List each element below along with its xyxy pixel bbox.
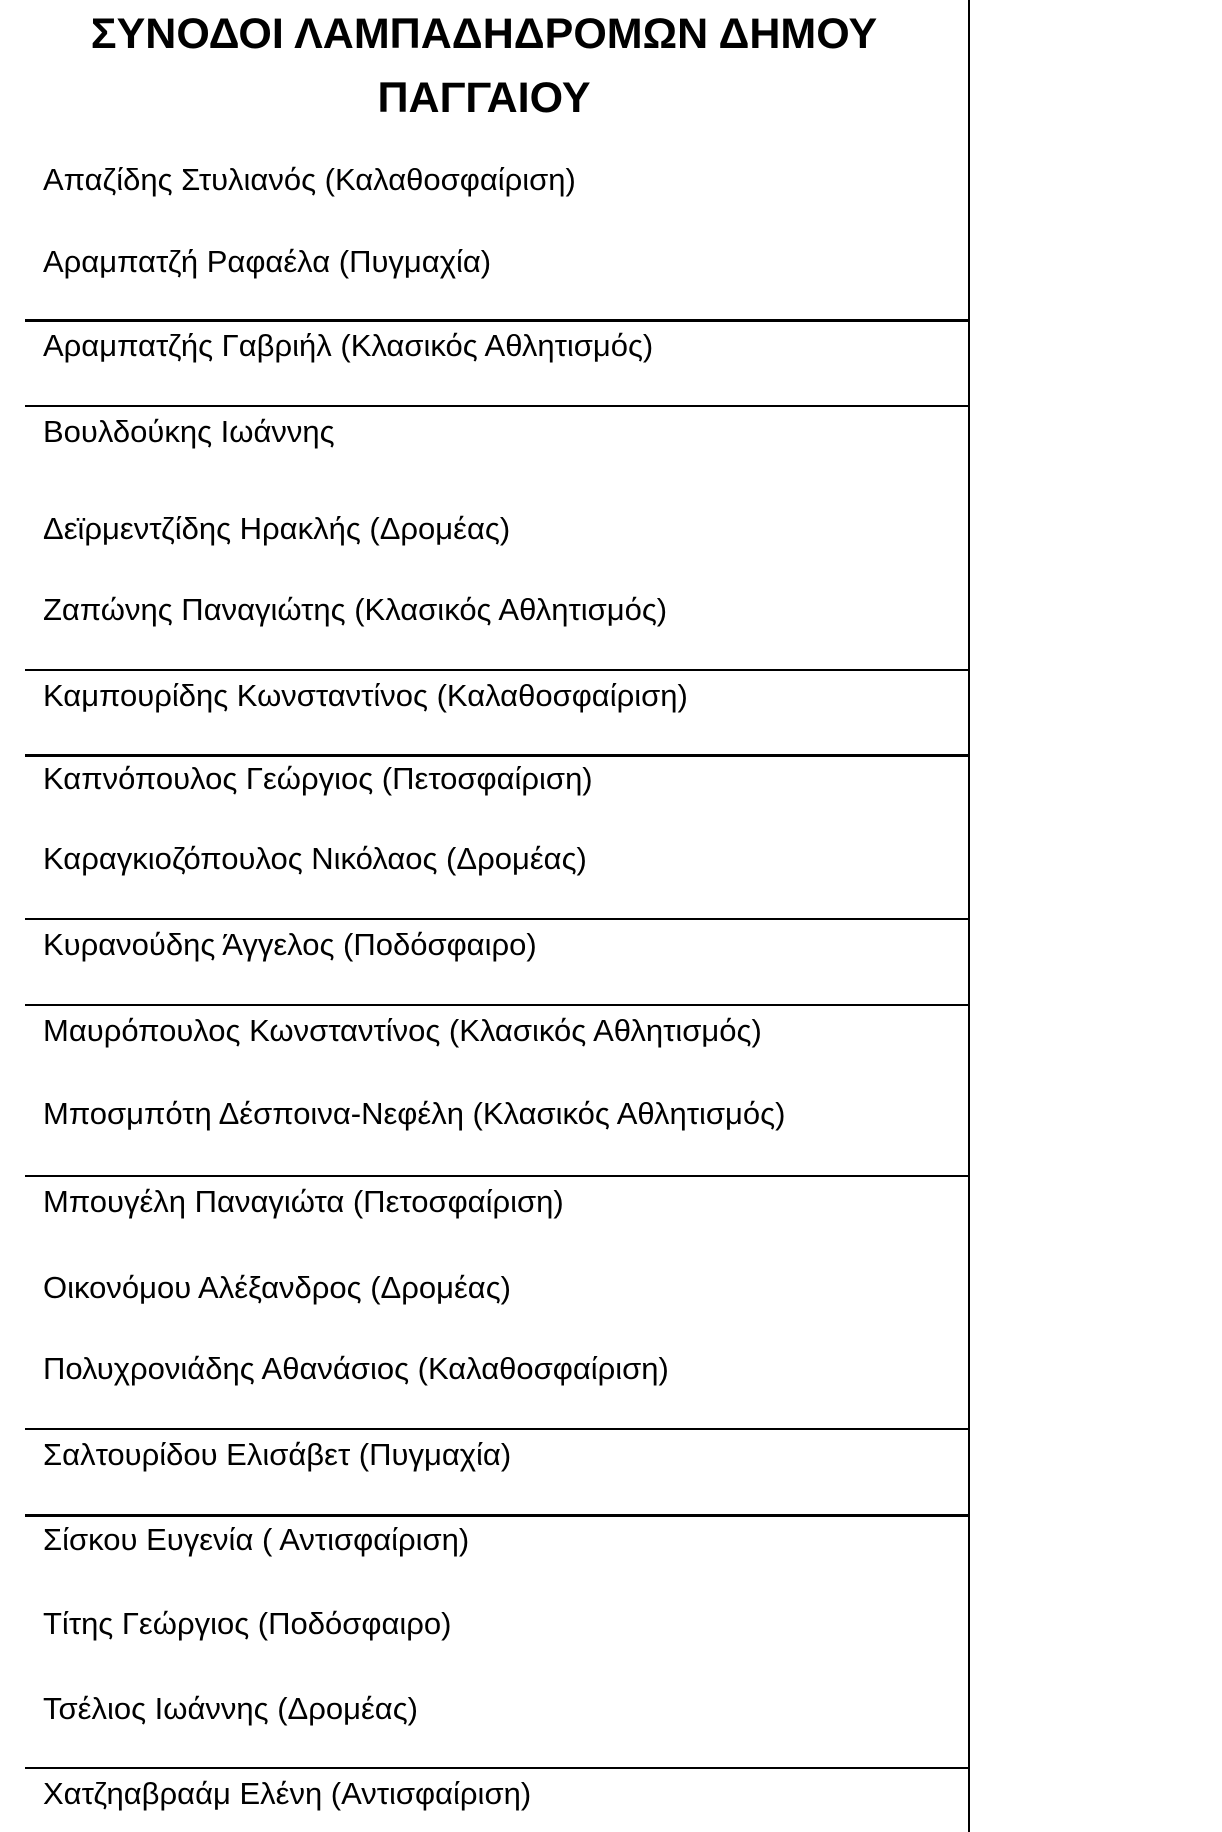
list-item: Τίτης Γεώργιος (Ποδόσφαιρο) bbox=[43, 1606, 452, 1641]
list-item: Δεϊρμεντζίδης Ηρακλής (Δρομέας) bbox=[43, 511, 511, 546]
document-title-line-1: ΣΥΝΟΔΟΙ ΛΑΜΠΑΔΗΔΡΟΜΩΝ ΔΗΜΟΥ bbox=[90, 10, 878, 58]
list-item: Απαζίδης Στυλιανός (Καλαθοσφαίριση) bbox=[43, 162, 576, 197]
list-item: Χατζηαβραάμ Ελένη (Αντισφαίριση) bbox=[43, 1776, 532, 1811]
row-separator bbox=[25, 1428, 970, 1430]
list-item: Μαυρόπουλος Κωνσταντίνος (Κλασικός Αθλητισμός) bbox=[43, 1013, 762, 1048]
list-item: Σίσκου Ευγενία ( Αντισφαίριση) bbox=[43, 1522, 470, 1557]
list-item: Βουλδούκης Ιωάννης bbox=[43, 414, 335, 449]
list-item: Πολυχρονιάδης Αθανάσιος (Καλαθοσφαίριση) bbox=[43, 1351, 669, 1386]
list-item: Καπνόπουλος Γεώργιος (Πετοσφαίριση) bbox=[43, 761, 593, 796]
list-item: Ζαπώνης Παναγιώτης (Κλασικός Αθλητισμός) bbox=[43, 592, 668, 627]
row-separator bbox=[25, 1514, 970, 1517]
list-item: Σαλτουρίδου Ελισάβετ (Πυγμαχία) bbox=[43, 1437, 512, 1472]
list-item: Καμπουρίδης Κωνσταντίνος (Καλαθοσφαίριση) bbox=[43, 678, 688, 713]
list-item: Οικονόμου Αλέξανδρος (Δρομέας) bbox=[43, 1270, 511, 1305]
row-separator bbox=[25, 669, 970, 671]
list-item: Κυρανούδης Άγγελος (Ποδόσφαιρο) bbox=[43, 927, 537, 962]
list-item: Τσέλιος Ιωάννης (Δρομέας) bbox=[43, 1691, 418, 1726]
document-title-line-2: ΠΑΓΓΑΙΟΥ bbox=[377, 74, 591, 122]
table-right-border bbox=[968, 0, 970, 1832]
row-separator bbox=[25, 1004, 970, 1006]
list-item: Αραμπατζή Ραφαέλα (Πυγμαχία) bbox=[43, 244, 492, 279]
row-separator bbox=[25, 1175, 970, 1177]
row-separator bbox=[25, 918, 970, 920]
row-separator bbox=[25, 1767, 970, 1769]
list-item: Μποσμπότη Δέσποινα-Νεφέλη (Κλασικός Αθλητισμός) bbox=[43, 1096, 786, 1131]
list-item: Μπουγέλη Παναγιώτα (Πετοσφαίριση) bbox=[43, 1184, 564, 1219]
row-separator bbox=[25, 754, 970, 757]
list-item: Αραμπατζής Γαβριήλ (Κλασικός Αθλητισμός) bbox=[43, 328, 654, 363]
row-separator bbox=[25, 405, 970, 407]
row-separator bbox=[25, 319, 970, 322]
list-item: Καραγκιοζόπουλος Νικόλαος (Δρομέας) bbox=[43, 841, 587, 876]
